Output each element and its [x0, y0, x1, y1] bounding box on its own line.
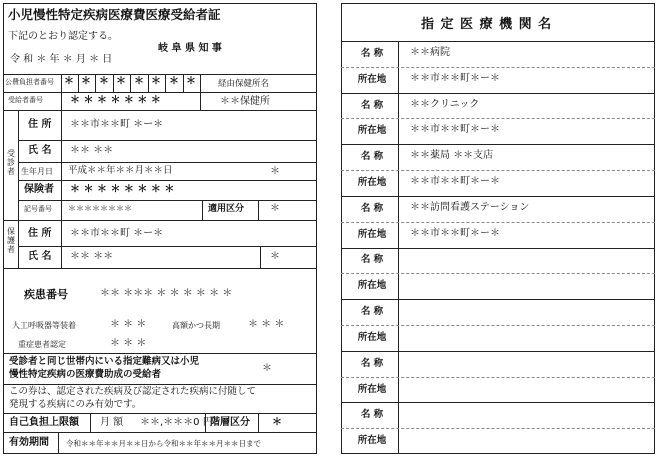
institution-location-value: ＊＊市＊＊町＊ー＊: [410, 176, 500, 187]
institution-location-label: 所在地: [357, 331, 387, 343]
household-text-line2: 慢性特定疾病の医療費助成の受給者: [9, 369, 162, 380]
patient-group-label: 受診者: [7, 149, 15, 176]
guardian-name-label: 氏 名: [28, 251, 52, 262]
validity-note-line2: 発現する疾病にのみ有効です。: [9, 399, 142, 410]
payer-digit: ＊: [134, 76, 144, 87]
payer-digits: [61, 74, 200, 92]
certificate-title: 小児慢性特定疾病医療費医療受給者証: [8, 7, 221, 22]
payer-number-label: 公費負担者番号: [5, 78, 54, 86]
payer-digit: ＊: [99, 76, 109, 87]
institution-location-label: 所在地: [357, 280, 387, 292]
symbol-number-value: ＊＊＊＊＊＊＊＊: [68, 204, 132, 213]
payer-digit: ＊: [81, 76, 91, 87]
institution-name-label: 名 称: [360, 151, 384, 163]
recipient-number-value: ＊ ＊ ＊ ＊ ＊ ＊ ＊: [70, 95, 161, 106]
institution-name-value: ＊＊薬局 ＊＊支店: [410, 150, 494, 162]
apply-category-value: ＊: [270, 203, 280, 214]
payer-digit: ＊: [64, 76, 74, 87]
institution-location-value: ＊＊市＊＊町＊ー＊: [410, 227, 500, 239]
institution-location-value: ＊＊市＊＊町＊ー＊: [410, 72, 500, 84]
dob-mark: ＊: [270, 166, 280, 177]
guardian-name-value: ＊＊ ＊＊: [70, 251, 114, 262]
insurer-value: ＊ ＊ ＊ ＊ ＊ ＊ ＊ ＊: [70, 184, 175, 195]
route-health-center-label: 経由保健所名: [218, 79, 270, 89]
disease-number-label: 疾患番号: [24, 288, 68, 301]
institution-name-label: 名 称: [360, 99, 384, 111]
symbol-number-label: 記号番号: [24, 205, 52, 213]
validity-note-line1: この券は、認定された疾病及び認定された疾病に付随して: [9, 386, 257, 397]
institution-location-label: 所在地: [357, 73, 387, 85]
institution-name-label: 名 称: [360, 306, 384, 317]
issuer-name: 岐 阜 県 知 事: [158, 43, 222, 54]
institution-card-title: 指 定 医 療 機 関 名: [421, 17, 553, 32]
copay-limit-monthly: 月 額: [100, 417, 124, 428]
severe-patient-label: 重症患者認定: [18, 340, 66, 349]
patient-name-value: ＊＊ ＊＊: [70, 145, 114, 156]
guardian-name-mark: ＊: [270, 251, 280, 262]
issue-date: 令 和 ＊ 年 ＊ 月 ＊ 日: [10, 54, 113, 65]
copay-limit-value: ＊＊,＊＊＊0 円: [140, 417, 213, 428]
patient-address-value: ＊＊市＊＊町 ＊ー＊: [70, 119, 164, 130]
insurer-label: 保険者: [24, 184, 54, 195]
dob-value: 平成＊＊年＊＊月＊＊日: [68, 165, 173, 176]
institution-name-value: ＊＊訪問看護ステーション: [410, 201, 530, 213]
guardian-address-label: 住 所: [28, 228, 52, 239]
institution-location-label: 所在地: [357, 228, 387, 240]
institution-location-value: ＊＊市＊＊町＊ー＊: [410, 124, 500, 136]
guardian-address-value: ＊＊市＊＊町 ＊ー＊: [70, 228, 164, 239]
high-cost-longterm-label: 高額かつ長期: [172, 321, 220, 330]
ventilator-label: 人工呼吸器等装着: [12, 321, 76, 330]
payer-digit: ＊: [186, 76, 196, 87]
apply-category-label: 適用区分: [208, 204, 245, 214]
copay-limit-label: 自己負担上限額: [9, 417, 79, 428]
certify-text: 下記のとおり認定する。: [8, 31, 118, 42]
tier-label: 階層区分: [210, 417, 250, 428]
guardian-group-label: 保護者: [7, 227, 15, 254]
institution-location-label: 所在地: [357, 125, 387, 137]
route-health-center-value: ＊＊保健所: [220, 96, 270, 107]
household-text-line1: 受診者と同じ世帯内にいる指定難病又は小児: [9, 356, 200, 367]
institution-location-label: 所在地: [357, 383, 387, 395]
tier-value: ＊: [272, 417, 282, 428]
patient-address-label: 住 所: [28, 119, 52, 130]
payer-digit: ＊: [151, 76, 161, 87]
institution-name-label: 名 称: [360, 202, 384, 214]
institution-name-label: 名 称: [360, 254, 384, 266]
institution-location-label: 所在地: [357, 177, 387, 188]
recipient-number-label: 受給者番号: [8, 96, 43, 104]
severe-patient-value: ＊ ＊ ＊: [110, 338, 147, 349]
dob-label: 生年月日: [21, 167, 53, 176]
high-cost-longterm-value: ＊ ＊ ＊: [248, 319, 285, 330]
institution-location-label: 所在地: [357, 435, 387, 447]
institution-name-value: ＊＊病院: [410, 46, 450, 58]
payer-digit: ＊: [169, 76, 179, 87]
payer-digit: ＊: [116, 76, 126, 87]
valid-period-label: 有効期間: [9, 437, 49, 448]
institution-name-label: 名 称: [360, 47, 384, 59]
institution-name-label: 名 称: [360, 357, 384, 369]
disease-number-value: ＊＊ ＊＊＊ ＊ ＊ ＊ ＊ ＊ ＊: [100, 288, 233, 299]
ventilator-value: ＊ ＊ ＊: [110, 319, 147, 330]
institution-name-label: 名 称: [360, 409, 384, 421]
patient-name-label: 氏 名: [28, 145, 52, 156]
institution-name-value: ＊＊クリニック: [410, 98, 480, 110]
household-mark: ＊: [262, 363, 272, 374]
valid-period-value: 令和＊＊年＊＊月＊＊日から令和＊＊年＊＊月＊＊日まで: [66, 439, 261, 448]
